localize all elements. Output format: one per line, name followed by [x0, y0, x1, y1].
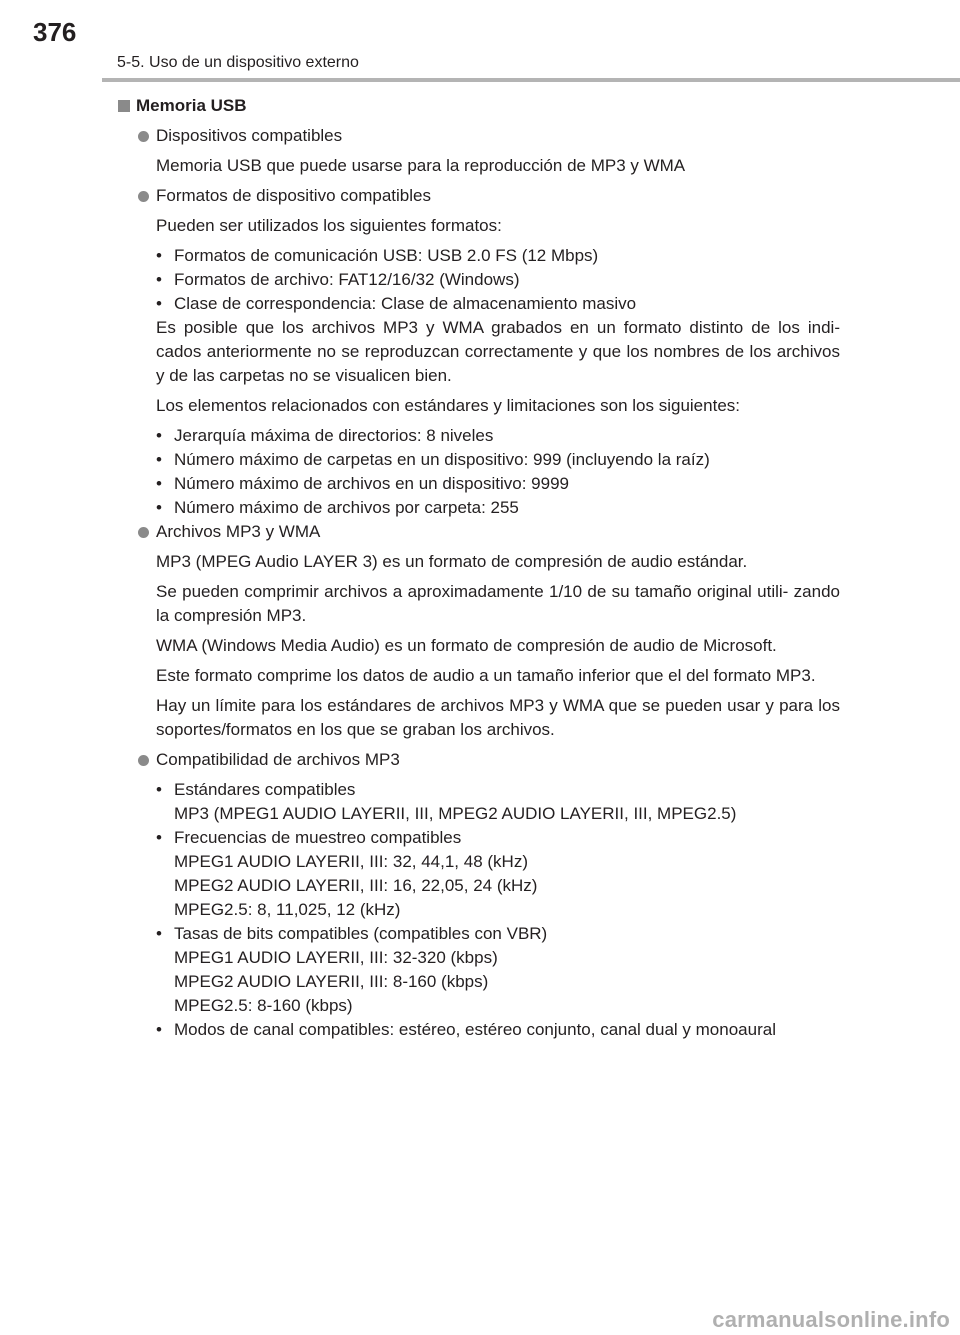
- circle-bullet-icon: [138, 527, 149, 538]
- square-bullet-icon: [118, 100, 130, 112]
- circle-bullet-icon: [138, 191, 149, 202]
- list-item: • Jerarquía máxima de directorios: 8 niveles: [156, 426, 494, 445]
- topic-compatible-formats: [118, 184, 840, 520]
- paragraph: Este formato comprime los datos de audio a un tamaño inferior que el del formato MP3.: [156, 666, 816, 685]
- topic-title: Dispositivos compatibles: [156, 126, 343, 145]
- section-heading: [118, 94, 840, 118]
- paragraph: WMA (Windows Media Audio) es un formato de compresión de audio de Microsoft.: [156, 636, 777, 655]
- paragraph: Pueden ser utilizados los siguientes formatos:: [156, 216, 502, 235]
- paragraph: MP3 (MPEG Audio LAYER 3) es un formato de compresión de audio estándar.: [156, 552, 748, 571]
- page-content: [118, 94, 840, 1048]
- paragraph: Los elementos relacionados con estándares y limitaciones son los siguientes:: [156, 396, 740, 415]
- topic-heading: [138, 124, 840, 148]
- bullet-list: [156, 244, 840, 316]
- list-item: • Estándares compatibles MP3 (MPEG1 AUDIO LAYERII, III, MPEG2 AUDIO LAYERII, III, MPEG2.5): [156, 780, 737, 823]
- page-header: [0, 0, 960, 90]
- bullet-list: [156, 424, 840, 520]
- circle-bullet-icon: [138, 755, 149, 766]
- paragraph: Es posible que los archivos MP3 y WMA grabados en un formato distinto de los indi- cados anteriormente no se reproduzcan correctamente y que los nombres de los archivos y de las carpetas no se visualicen bien.: [156, 318, 840, 385]
- header-rule: [102, 78, 960, 82]
- paragraph: Se pueden comprimir archivos a aproximadamente 1/10 de su tamaño original utili- zando la compresión MP3.: [156, 582, 840, 625]
- topic-heading: [138, 748, 840, 772]
- circle-bullet-icon: [138, 131, 149, 142]
- topic-title: Formatos de dispositivo compatibles: [156, 186, 431, 205]
- list-item: • Número máximo de archivos por carpeta: 255: [156, 498, 519, 517]
- list-item: • Clase de correspondencia: Clase de almacenamiento masivo: [156, 294, 637, 313]
- list-item: • Modos de canal compatibles: estéreo, estéreo conjunto, canal dual y monoaural: [156, 1020, 776, 1039]
- chapter-title: 5-5. Uso de un dispositivo externo: [117, 54, 359, 71]
- list-item: • Formatos de archivo: FAT12/16/32 (Windows): [156, 270, 520, 289]
- topic-mp3-compatibility: [118, 748, 840, 1042]
- paragraph: Hay un límite para los estándares de archivos MP3 y WMA que se pueden usar y para los soportes/formatos en los que se graban los archivos.: [156, 696, 840, 739]
- topic-heading: [138, 184, 840, 208]
- page-number: 376: [33, 17, 77, 47]
- topic-mp3-wma-files: [118, 520, 840, 742]
- topic-title: Compatibilidad de archivos MP3: [156, 750, 400, 769]
- paragraph: Memoria USB que puede usarse para la reproducción de MP3 y WMA: [156, 156, 686, 175]
- topic-title: Archivos MP3 y WMA: [156, 522, 321, 541]
- list-item: • Frecuencias de muestreo compatibles MPEG1 AUDIO LAYERII, III: 32, 44,1, 48 (kHz) MPEG2 AUDIO LAYERII, III: 16, 22,05, 24 (kHz) MPEG2.5: 8, 11,025, 12 (kHz): [156, 828, 538, 919]
- site-watermark: carmanualsonline.info: [712, 1307, 950, 1332]
- list-item: • Número máximo de carpetas en un dispositivo: 999 (incluyendo la raíz): [156, 450, 710, 469]
- topic-heading: [138, 520, 840, 544]
- list-item: • Número máximo de archivos en un dispositivo: 9999: [156, 474, 569, 493]
- topic-compatible-devices: [118, 124, 840, 178]
- list-item: • Tasas de bits compatibles (compatibles con VBR) MPEG1 AUDIO LAYERII, III: 32-320 (kbps) MPEG2 AUDIO LAYERII, III: 8-160 (kbps) MPEG2.5: 8-160 (kbps): [156, 924, 548, 1015]
- section-heading-text: Memoria USB: [136, 96, 247, 115]
- bullet-list: [156, 778, 840, 1042]
- list-item: • Formatos de comunicación USB: USB 2.0 FS (12 Mbps): [156, 246, 599, 265]
